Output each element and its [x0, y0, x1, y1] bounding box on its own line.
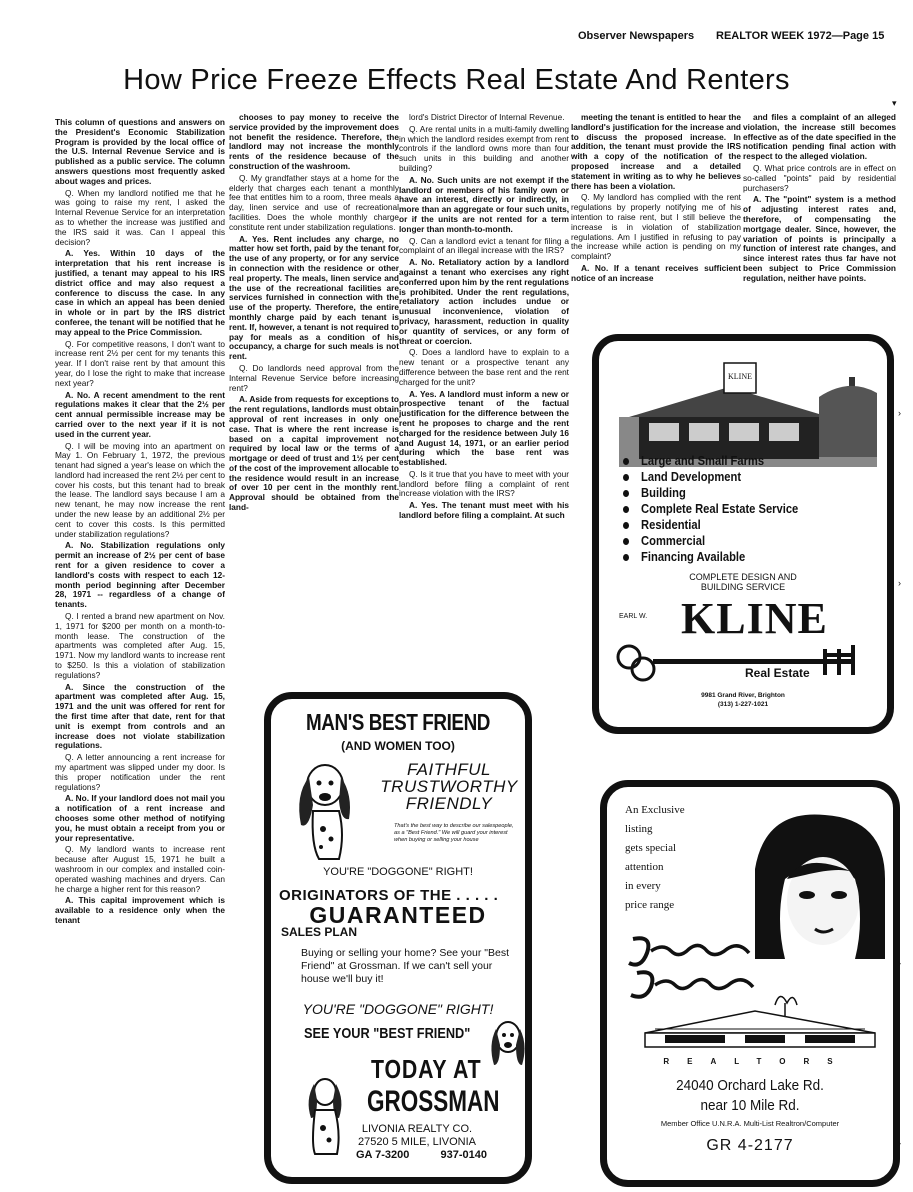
johnstone-ad — [600, 780, 900, 1187]
article-paragraph: chooses to pay money to receive the service provided by the improvement does not benefit the residence. Therefore, the landlord may not increase the monthly rents of the residence because of the construction of the washroom. — [229, 113, 399, 171]
ad-body-text: Buying or selling your home? See your "Best Friend" at Grossman. If we can't sell your house we'll buy it! — [301, 947, 510, 985]
article-paragraph: A. Yes. A landlord must inform a new or prospective tenant of the factual justification for the difference between the rent he proposes to charge and the rent charged for the residence between July 16 and August 14, 1971, or an earlier period during which the base rent was established. — [399, 388, 569, 468]
article-paragraph: Q. For competitive reasons, I don't want to increase rent 2½ per cent for my tenants this year. If I don't raise rent by that amount this year, do I lose the right to make that increase next year? — [55, 338, 225, 388]
article-paragraph: Q. My grandfather stays at a home for the elderly that charges each tenant a monthly fee that entitles him to a room, three meals a day, linen service and use of recreational facilities. Does the whole monthly charge constitute rent under stabilization regulations. — [229, 172, 399, 232]
article-paragraph: Q. What price controls are in effect on so-called "points" paid by residential purchasers? — [743, 162, 896, 193]
section-page: REALTOR WEEK 1972—Page 15 — [716, 30, 885, 42]
article-paragraph: lord's District Director of Internal Revenue. — [409, 113, 565, 122]
article-paragraph: A. Yes. Within 10 days of the interpretation that his rent increase is justified, a tenant may appeal to his IRS district office and may also request a conference to discuss the case. In any case in which an appeal has been denied in whole or in part by the IRS district conferee, the tenant will be notified that he may appeal to the Price Commission. — [55, 248, 225, 337]
dog-head-icon — [486, 1015, 530, 1075]
phone-2: 937-0140 — [440, 1149, 487, 1161]
doggone-slogan-2: YOU'RE "DOGGONE" RIGHT! — [302, 1001, 494, 1017]
service-item: Financing Available — [623, 549, 798, 565]
service-item: Complete Real Estate Service — [623, 501, 798, 517]
bullet-icon — [623, 522, 629, 529]
street-address: 27520 5 MILE, LIVONIA — [357, 1136, 476, 1148]
sign-text: KLINE — [728, 372, 752, 381]
article-paragraph: Q. A letter announcing a rent increase for my apartment was slipped under my door. Is this proper notification under the rent regulations? — [55, 752, 225, 792]
service-item: Residential — [623, 517, 798, 533]
trait: FRIENDLY — [405, 794, 493, 813]
article-paragraph: Q. Is it true that you have to meet with your landlord before filing a complaint of rent increase violation with the IRS? — [399, 468, 569, 499]
ad-subtitle: (AND WOMEN TOO) — [341, 739, 455, 753]
article-column-2 — [229, 113, 399, 705]
company-address — [271, 1123, 525, 1149]
article-paragraph: Q. Does a landlord have to explain to a new tenant or a prospective tenant any difference between the base rent and the rent charged for the unit? — [399, 347, 569, 387]
bullet-icon — [623, 554, 629, 561]
article-paragraph: A. No. Such units are not exempt if the landlord or members of his family own or have an interest, directly or indirectly, in more than an aggregate or four such units, or if the units are not rented for a term longer than month-to-month. — [399, 174, 569, 234]
johnstone-phone: GR 4-2177 — [706, 1137, 794, 1154]
margin-mark: ▾ — [892, 98, 897, 108]
article-paragraph: A. Since the construction of the apartment was completed after Aug. 15, 1971 and the unit was offered for rent for the first time after that date, rent for that unit is exempt from controls and an increase does not violate stabilization regulations. — [55, 681, 225, 751]
article-paragraph: A. No. Stabilization regulations only permit an increase of 2½ per cent of base rent for a given residence to cover a landlord's costs with respect to each 12-month period beginning after December 28, 1971 -- regardless of a change of tenants. — [55, 540, 225, 610]
kline-ad — [592, 334, 894, 734]
bullet-icon — [623, 506, 629, 513]
services-list — [623, 453, 827, 565]
originators-line: ORIGINATORS OF THE . . . . . — [279, 887, 499, 904]
ad-title: MAN'S BEST FRIEND — [305, 709, 491, 735]
guaranteed-heading: GUARANTEED — [309, 902, 487, 928]
page-header — [0, 30, 913, 48]
traits-list — [369, 761, 529, 812]
bullet-icon — [623, 490, 629, 497]
kline-name: KLINE — [681, 594, 828, 643]
house-illustration — [625, 987, 881, 1051]
article-column-1 — [55, 118, 225, 1188]
article-paragraph: A. The "point" system is a method of adjusting interest rates and, therefore, of compensating the mortgage dealer. Since, however, the variation of points is principally a function of interest rate changes, and since interest rates thus far have not been subject to Price Commission regulation, neither have points. — [743, 194, 896, 283]
bullet-icon — [623, 474, 629, 481]
margin-mark: › — [898, 578, 901, 588]
today-at: TODAY AT — [371, 1054, 482, 1084]
article-column-5 — [743, 113, 896, 329]
service-item: Land Development — [623, 469, 798, 485]
see-your-best-friend: SEE YOUR "BEST FRIEND" — [304, 1025, 471, 1042]
margin-mark: › — [898, 1138, 901, 1148]
article-paragraph: A. This capital improvement which is available to a residence only when the tenant — [55, 895, 225, 925]
headline: How Price Freeze Effects Real Estate And Renters — [123, 64, 790, 96]
article-paragraph: Q. My landlord wants to increase rent because after August 15, 1971 he built a washroom in our complex and installed coin-operated washing machines and dryers. Can he charge a higher rent for this reason? — [55, 844, 225, 894]
office-building-photo — [619, 357, 877, 467]
bullet-icon — [623, 458, 629, 465]
design-service-line: COMPLETE DESIGN AND BUILDING SERVICE — [689, 572, 797, 592]
article-paragraph: A. No. Retaliatory action by a landlord against a tenant who exercises any right conferred upon him by the rent regulations is prohibited. Under the rent regulations, retaliatory action includes undue or unusual inconvenience, violation of privacy, harassment, reduction in quality or quantity of services, or any form of threat or coercion. — [399, 257, 569, 346]
realtors-label: REALTORS — [663, 1057, 851, 1066]
article-paragraph: Q. I rented a brand new apartment on Nov. 1, 1971 for $200 per month on a month-to-month lease. The construction of the apartments was completed after Aug. 15, 1971. Now my landlord wants to increase rent to $250. Is this a violation of stabilization regulations? — [55, 611, 225, 680]
article-column-3 — [399, 113, 569, 695]
service-item: Building — [623, 485, 798, 501]
grossman-ad — [264, 692, 532, 1184]
article-paragraph: A. No. A recent amendment to the rent regulations makes it clear that the 2½ per cent annual permissible increase may be carried over to the next year if it is not used in the current year. — [55, 389, 225, 439]
article-paragraph: Q. Do landlords need approval from the Internal Revenue Service before increasing rent? — [229, 362, 399, 393]
article-paragraph: meeting the tenant is entitled to hear the landlord's justification for the increase and to discuss the proposed increase. In addition, the tenant must provide the IRS with a copy of the notification of the proposed increase and a detailed statement in writing as to why he believes there has been a violation. — [571, 113, 741, 191]
article-paragraph: A. Yes. The tenant must meet with his landlord before filing a complaint. At such — [399, 500, 569, 521]
phone-1: GA 7-3200 — [356, 1149, 410, 1161]
address-line-2: near 10 Mile Rd. — [700, 1097, 800, 1114]
real-estate-label: Real Estate — [745, 666, 810, 680]
article-paragraph: Q. Are rental units in a multi-family dwelling in which the landlord resides exempt from rent controls if the landlord owns more than four such units in this building and another building? — [399, 123, 569, 173]
company-name: LIVONIA REALTY CO. — [361, 1123, 473, 1135]
article-paragraph: and files a complaint of an alleged violation, the increase still becomes effective as of the date specified in the notification pending final action with respect to the alleged violation. — [743, 113, 896, 162]
margin-mark: › — [898, 958, 901, 968]
bullet-icon — [623, 538, 629, 545]
sales-plan-label: SALES PLAN — [281, 925, 358, 939]
service-item: Large and Small Farms — [623, 453, 798, 469]
article-paragraph: Q. Can a landlord evict a tenant for filing a complaint of an illegal increase with the IRS? — [399, 235, 569, 256]
article-paragraph: A. Aside from requests for exceptions to the rent regulations, landlords must obtain approval of rent increases in only one case. That is where the rent increase is based on a capital improvement not required by local law or the terms of a mortgage or deed of trust and 1½ per cent of the cost of the improvement allocable to the residence would result in an increase of over 10 per cent in the monthly rent. Approval should be obtained from the land- — [229, 394, 399, 513]
article-paragraph: A. Yes. Rent includes any charge, no matter how set forth, paid by the tenant for the use of any property, or for any service in connection with the residence or other real property. The meals, linen service and the use of the recreational facilities are services furnished in connection with the use of the property. Therefore, the entire monthly charge paid by each tenant is rent. If, however, a tenant is not required to pay for meals as a condition of his occupancy, a charge for such meals is not rent. — [229, 233, 399, 362]
article-column-4 — [571, 113, 741, 329]
basset-hound-icon — [283, 755, 375, 863]
service-item: Commercial — [623, 533, 798, 549]
phone-numbers — [356, 1149, 515, 1161]
publication-name: Observer Newspapers — [578, 30, 695, 42]
key-icon — [615, 639, 870, 685]
address-line-1: 24040 Orchard Lake Rd. — [676, 1077, 824, 1094]
doggone-slogan: YOU'RE "DOGGONE" RIGHT! — [323, 866, 473, 878]
membership-line: Member Office U.N.R.A. Multi-List Realtron/Computer — [660, 1119, 840, 1128]
kline-address: 9981 Grand River, Brighton (313) 1-227-1021 — [701, 692, 785, 708]
ad-blurb: An Exclusive listing gets special attention in every price range — [625, 804, 685, 911]
article-paragraph: A. No. If your landlord does not mail you a notification of a rent increase and chooses some other method of notifying you, he must obtain a receipt from you or your representative. — [55, 793, 225, 843]
trait: TRUSTWORTHY — [380, 777, 518, 796]
ad-small-print: That's the best way to describe our salespeople, as a "Best Friend." We will guard your interest when buying or selling your house — [394, 823, 514, 843]
earl-w: EARL W. — [619, 613, 648, 620]
margin-mark: › — [898, 408, 901, 418]
article-paragraph: Q. I will be moving into an apartment on May 1. On February 1, 1972, the previous tenant had signed a year's lease on which the landlord had increased the rent 2½ per cent to cover his costs, but this tenant had to break the lease. The landlord says because I am a new tenant, he may now increase the rent under the new lease by an additional 2½ per cent to cover this costs. Is this permitted under stabilization regulations? — [55, 440, 225, 539]
article-paragraph: A. No. If a tenant receives sufficient notice of an increase — [571, 262, 741, 283]
article-paragraph: Q. When my landlord notified me that he was going to raise my rent, I asked the Internal Revenue Service for an interpretation as to whether the increase was justified and the IRS said it was. Can I appeal this decision? — [55, 187, 225, 247]
article-paragraph: Q. My landlord has complied with the rent regulations by properly notifying me of his intention to raise rent, but I still believe the increase is in violation of stabilization regulations. Am I justified in refusing to pay the increase while action is pending on my complaint? — [571, 192, 741, 262]
article-paragraph: This column of questions and answers on the President's Economic Stabilization Program is provided by the local office of the U.S. Internal Revenue Service and is published as a public service. The column answers questions most frequently asked about wages and prices. — [55, 118, 225, 186]
grossman-name: GROSSMAN — [367, 1085, 500, 1118]
trait: FAITHFUL — [407, 760, 491, 779]
